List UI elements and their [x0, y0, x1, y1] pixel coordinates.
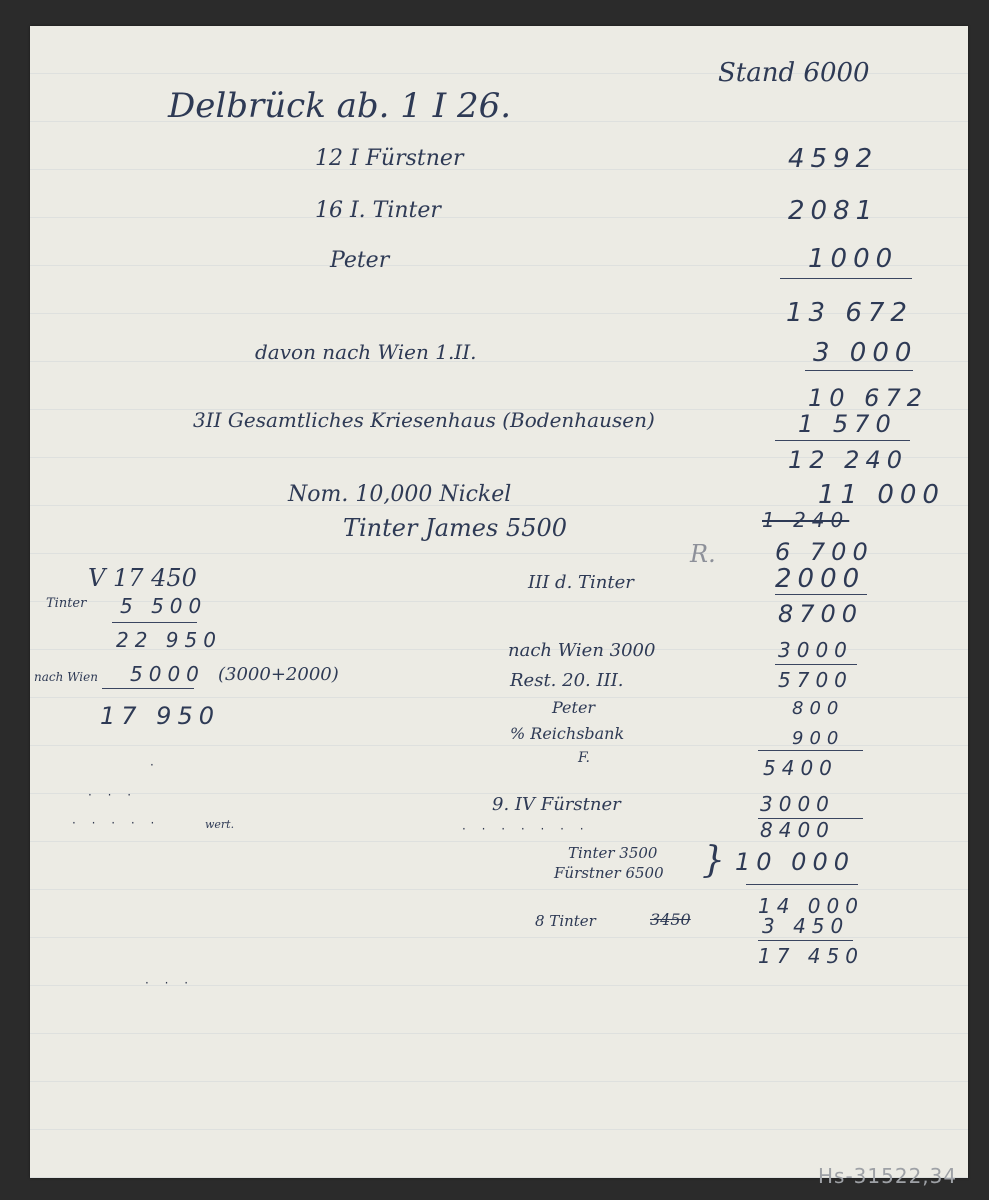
right-amount: 3000 [760, 792, 835, 816]
sum-line [758, 940, 853, 941]
left-amount: 5000 [130, 662, 205, 686]
addition-amount: 1 570 [798, 410, 897, 438]
right-label: % Reichsbank [510, 724, 625, 743]
ink-dots: · · · [145, 976, 195, 990]
nominal-label: Nom. 10,000 Nickel [288, 482, 512, 507]
sum-line [102, 688, 194, 689]
right-amount: 8400 [760, 818, 835, 842]
entry-amount: 2081 [788, 196, 879, 226]
right-amount: 8700 [778, 600, 864, 628]
deduction-label: davon nach Wien 1.II. [255, 340, 477, 364]
deduction-amount: 3 000 [813, 338, 918, 368]
subtotal: 10 672 [808, 384, 928, 412]
right-label: 9. IV Fürstner [492, 794, 621, 815]
sum-line [746, 884, 858, 885]
sum-line [805, 370, 913, 371]
subtotal: 13 672 [786, 298, 913, 328]
right-label: Rest. 20. III. [510, 670, 624, 691]
entry-amount: 4592 [788, 144, 879, 174]
r-mark: R. [690, 540, 716, 568]
tinter-2-struck: 3450 [650, 910, 691, 929]
left-label: nach Wien [34, 670, 98, 684]
right-amount: 800 [792, 698, 845, 719]
tinter-line: Tinter 3500 [568, 844, 658, 862]
right-label: III d. Tinter [528, 572, 634, 593]
sum-line [775, 440, 910, 441]
left-note: (3000+2000) [218, 664, 339, 685]
right-label: F. [578, 750, 590, 766]
tinter-2-label: 8 Tinter [535, 912, 596, 930]
catalog-mark: Hs-31522,34 [818, 1164, 958, 1188]
bottom-amount: 14 000 [758, 894, 864, 918]
right-amount: 5700 [778, 668, 853, 692]
right-amount: 3000 [778, 638, 853, 662]
document-title: Delbrück ab. 1 I 26. [168, 86, 512, 126]
tinter-james-amount: 1 240 [762, 508, 850, 532]
right-amount: 5400 [763, 756, 838, 780]
nominal-amount: 11 000 [818, 480, 945, 510]
tinter-james-label: Tinter James 5500 [343, 514, 568, 542]
sum-line [775, 664, 857, 665]
sum-line [775, 594, 867, 595]
ink-dots: · · · [88, 788, 138, 802]
entry-amount: 1000 [808, 244, 899, 274]
entry-label: 12 I Fürstner [315, 146, 464, 171]
left-label: Tinter [46, 596, 87, 611]
addition-label: 3II Gesamtliches Kriesenhaus (Bodenhausen) [193, 408, 655, 432]
fuerstner-line: Fürstner 6500 [554, 864, 664, 882]
ink-dots: · · · · · [72, 816, 161, 830]
document-sheet [30, 26, 968, 1188]
subtotal: 12 240 [788, 446, 908, 474]
top-right-note: Stand 6000 [718, 58, 870, 88]
sum-line [780, 278, 912, 279]
left-row: 22 950 [116, 628, 222, 652]
left-faint-note: wert. [205, 818, 235, 831]
brace-total: 10 000 [735, 848, 855, 876]
entry-label: Peter [330, 248, 390, 273]
left-row: V 17 450 [88, 564, 197, 592]
right-amount: 900 [792, 728, 845, 749]
right-label: nach Wien 3000 [508, 640, 656, 661]
left-row: 17 950 [100, 702, 220, 730]
ink-dots: · · · · · · · [462, 822, 590, 836]
right-amount: 2000 [775, 564, 866, 594]
ink-dots: · [150, 758, 160, 772]
bottom-amount: 3 450 [762, 914, 850, 938]
entry-label: 16 I. Tinter [315, 198, 441, 223]
sum-line [758, 750, 863, 751]
r-amount: 6 700 [775, 538, 874, 566]
left-amount: 5 500 [120, 594, 208, 618]
grand-total: 17 450 [758, 944, 864, 968]
brace: } [702, 840, 725, 881]
sum-line [112, 622, 197, 623]
right-label: Peter [552, 698, 596, 717]
